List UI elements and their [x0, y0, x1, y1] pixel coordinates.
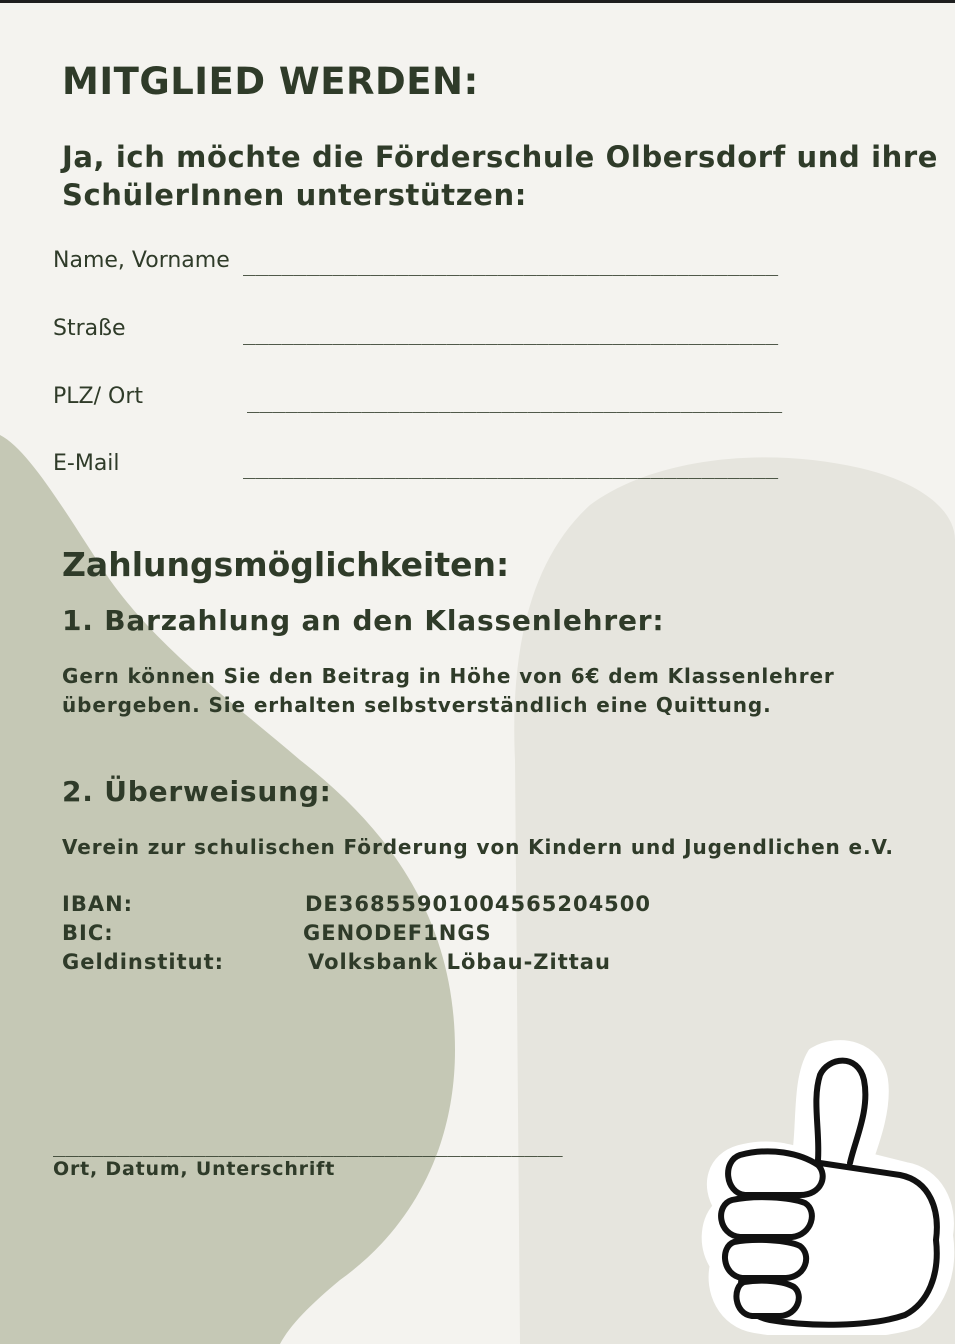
street-field[interactable]: __________________________________________ — [243, 321, 779, 345]
thumbs-up-icon — [700, 1035, 955, 1335]
recipient-text: Verein zur schulischen Förderung von Kindern und Jugendlichen e.V. — [62, 835, 894, 859]
signature-label: Ort, Datum, Unterschrift — [53, 1158, 336, 1180]
bic-value: GENODEF1NGS — [303, 921, 492, 945]
zip-city-label: PLZ/ Ort — [53, 384, 143, 409]
cash-heading: 1. Barzahlung an den Klassenlehrer: — [62, 604, 665, 637]
cash-text: Gern können Sie den Beitrag in Höhe von 6€ dem Klassenlehrer übergeben. Sie erhalten selbstverständlich eine Quittung. — [62, 664, 835, 717]
name-field[interactable]: __________________________________________ — [243, 252, 779, 276]
bank-label: Geldinstitut: — [62, 950, 225, 974]
payment-heading: Zahlungsmöglichkeiten: — [62, 545, 510, 584]
email-label: E-Mail — [53, 451, 120, 476]
signature-field[interactable]: ________________________________________ — [53, 1133, 563, 1157]
transfer-heading: 2. Überweisung: — [62, 775, 332, 808]
street-label: Straße — [53, 316, 126, 341]
bank-value: Volksbank Löbau-Zittau — [308, 950, 611, 974]
iban-label: IBAN: — [62, 892, 134, 916]
email-field[interactable]: __________________________________________ — [243, 455, 779, 479]
page-title: MITGLIED WERDEN: — [62, 60, 479, 103]
iban-value: DE36855901004565204500 — [305, 892, 652, 916]
intro-text: Ja, ich möchte die Förderschule Olbersdorf und ihre SchülerInnen unterstützen: — [62, 140, 939, 212]
name-label: Name, Vorname — [53, 248, 230, 273]
zip-city-field[interactable]: __________________________________________ — [247, 389, 783, 413]
bic-label: BIC: — [62, 921, 114, 945]
